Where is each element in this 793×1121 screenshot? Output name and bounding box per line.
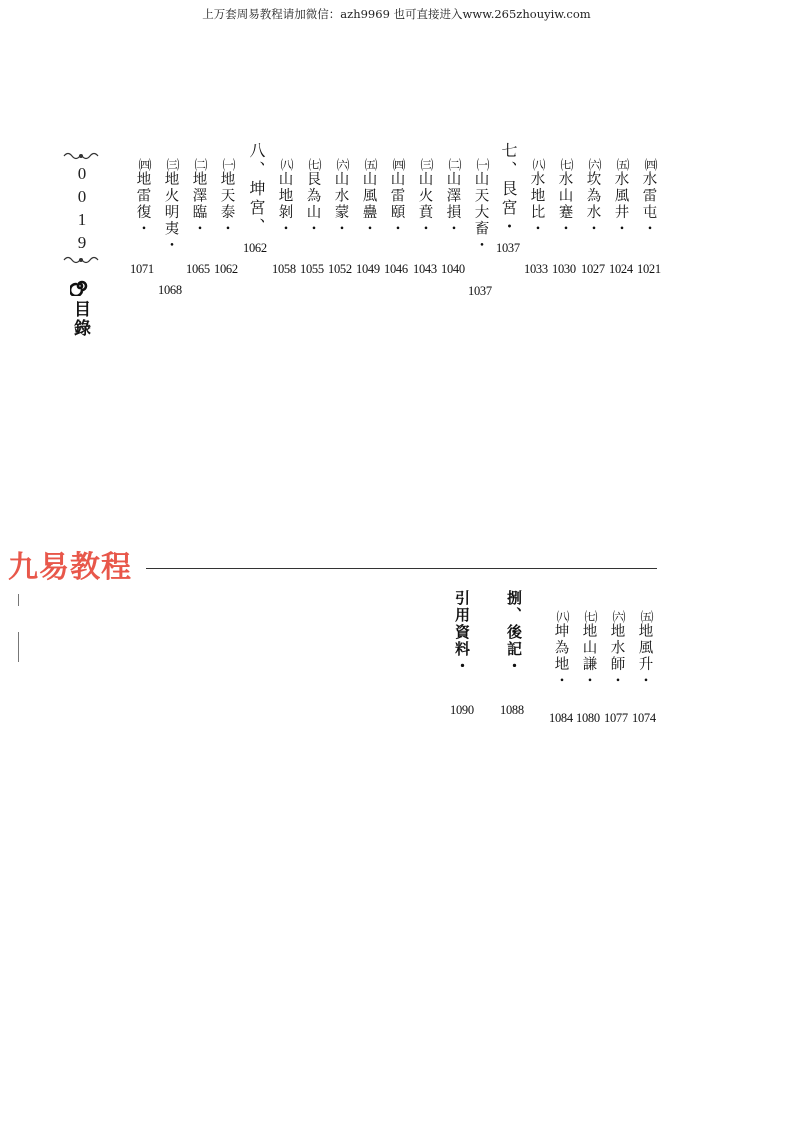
page-number: 0 0 1 9 bbox=[77, 164, 87, 252]
toc-entry[interactable]: ㈤水風井・ bbox=[612, 158, 629, 237]
divider-line bbox=[146, 568, 657, 569]
toc-entry[interactable]: ㈣水雷屯・ bbox=[640, 158, 657, 237]
toc-page-number: 1049 bbox=[356, 262, 380, 276]
toc-page-number: 1065 bbox=[186, 262, 210, 276]
toc-page-number: 1046 bbox=[384, 262, 408, 276]
edge-mark bbox=[18, 632, 19, 662]
toc-page-number: 1080 bbox=[576, 711, 600, 725]
toc-page-number: 1068 bbox=[158, 283, 182, 297]
toc-page-number: 1058 bbox=[272, 262, 296, 276]
toc-page-number: 1062 bbox=[243, 241, 267, 255]
toc-section-heading[interactable]: 八、坤宮、 bbox=[247, 142, 266, 237]
toc-entry[interactable]: ㈥山水蒙・ bbox=[332, 158, 349, 237]
toc-page-number: 1071 bbox=[130, 262, 154, 276]
toc-entry[interactable]: ㈠山天大畜・ bbox=[472, 158, 489, 254]
toc-section-heading[interactable]: 引用資料・ bbox=[453, 590, 471, 675]
toc-entry[interactable]: ㈤地風升・ bbox=[636, 610, 653, 689]
toc-entry[interactable]: ㈧水地比・ bbox=[528, 158, 545, 237]
toc-page-number: 1043 bbox=[413, 262, 437, 276]
toc-page-number: 1033 bbox=[524, 262, 548, 276]
toc-page-number: 1037 bbox=[468, 284, 492, 298]
toc-page-number: 1084 bbox=[549, 711, 573, 725]
toc-entry[interactable]: ㈣地雷復・ bbox=[134, 158, 151, 237]
toc-entry[interactable]: ㈧山地剝・ bbox=[276, 158, 293, 237]
toc-entry[interactable]: ㈢地火明夷・ bbox=[162, 158, 179, 254]
toc-entry[interactable]: ㈦地山謙・ bbox=[580, 610, 597, 689]
bottom-ornament bbox=[62, 255, 100, 265]
toc-page-number: 1037 bbox=[496, 241, 520, 255]
toc-entry[interactable]: ㈢山火賁・ bbox=[416, 158, 433, 237]
brand-logo: 九易教程 bbox=[8, 550, 132, 585]
toc-page-number: 1027 bbox=[581, 262, 605, 276]
toc-page-number: 1040 bbox=[441, 262, 465, 276]
toc-entry[interactable]: ㈥地水師・ bbox=[608, 610, 625, 689]
toc-section-heading[interactable]: 七、艮宮・ bbox=[499, 142, 518, 237]
toc-entry[interactable]: ㈤山風蠱・ bbox=[360, 158, 377, 237]
toc-section-heading[interactable]: 捌、後記・ bbox=[505, 590, 523, 675]
toc-page-number: 1021 bbox=[637, 262, 661, 276]
toc-page-number: 1090 bbox=[450, 703, 474, 717]
toc-label: 目錄 bbox=[70, 300, 90, 338]
toc-entry[interactable]: ㈦艮為山・ bbox=[304, 158, 321, 237]
toc-page-number: 1030 bbox=[552, 262, 576, 276]
toc-entry[interactable]: ㈧坤為地・ bbox=[552, 610, 569, 689]
toc-page-number: 1052 bbox=[328, 262, 352, 276]
edge-mark bbox=[18, 594, 19, 606]
toc-page-number: 1055 bbox=[300, 262, 324, 276]
toc-entry[interactable]: ㈡山澤損・ bbox=[444, 158, 461, 237]
toc-page-number: 1062 bbox=[214, 262, 238, 276]
toc-entry[interactable]: ㈡地澤臨・ bbox=[190, 158, 207, 237]
toc-entry[interactable]: ㈥坎為水・ bbox=[584, 158, 601, 237]
header-text: 上万套周易教程请加微信：azh9969 也可直接进入www.265zhouyiw.com bbox=[202, 7, 591, 21]
toc-entry[interactable]: ㈦水山蹇・ bbox=[556, 158, 573, 237]
toc-page-number: 1088 bbox=[500, 703, 524, 717]
toc-page-number: 1074 bbox=[632, 711, 656, 725]
toc-page-number: 1024 bbox=[609, 262, 633, 276]
toc-page-number: 1077 bbox=[604, 711, 628, 725]
spiral-icon bbox=[70, 276, 90, 296]
toc-entry[interactable]: ㈠地天泰・ bbox=[218, 158, 235, 237]
top-ornament bbox=[62, 151, 100, 161]
toc-entry[interactable]: ㈣山雷頤・ bbox=[388, 158, 405, 237]
